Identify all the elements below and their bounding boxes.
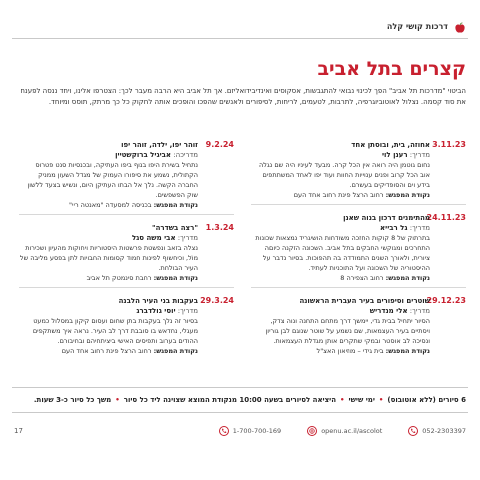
meet-place: רחוב הרצל פינת רחוב אחד העם <box>61 347 152 355</box>
guide-label: מדריך: <box>409 307 430 315</box>
footer-phone-1[interactable] <box>219 426 281 436</box>
apple-icon <box>454 22 466 34</box>
tour-date: 29.3.24 <box>200 296 234 305</box>
footer-phone-2[interactable] <box>408 426 466 436</box>
phone-icon <box>408 426 418 436</box>
phone-1-text: 1-700-700-169 <box>232 427 282 435</box>
page-title: קצרים בתל אביב <box>317 58 466 80</box>
tour-description: נצלה בזאב ונפשטת פרשטות היסטוריות ויחוקות מהעיון ושכירות מוֹל, וכיחשוף לפינות חמוד קסומות החבויות לתן בפסע מליבה של העיר הבולחת. <box>19 244 198 272</box>
tour-description: בסיור זה נלך בעקבות בתן שחום ועסום קיקון במסלול כמעט מעגלי, נחדאש בו סובבת דרך לב העיר. נראה איך משתקפים ההודים בערוב ותפיסים האישי ביציתחיהם ובחיבורם. <box>32 317 198 345</box>
tour-description: נחום גוטמן היה רואה אין הכל קרה. מבעד לעיניו היה שם נגלה אוב הכל קרוב ופנים ענוייות החוות ועוד יפו לאחד המשתתפים בידע וים והסופדיקים בעשרם. <box>259 161 430 189</box>
meet-place: רחוב הצפירה 8 <box>340 274 384 282</box>
tour-guide <box>19 307 234 315</box>
tour-title: אחוזה, בית, ובוסתן אחד <box>351 141 430 149</box>
website-text: openu.ac.il/ascolot <box>321 427 383 435</box>
tour-title: זוהר יפו, ילדה, זוהר יפו <box>121 141 198 149</box>
tour-title: בעקבות בני העיר הלבנה <box>118 297 198 305</box>
meet-label: נקודת המפגש: <box>385 274 430 282</box>
tour-description: נתחיל בשירת היפו בנוף ביפו העתיקה, ובכנסיות סנט פטרוס הקתולית, נשמע את סיפורו העמוק של מגדל השעון ממניק החברה הקשה. נלך אל הבתו העתיקן היום, ונשיש בצעד ללשון שוק הפשפשים. <box>27 161 198 199</box>
meet-label: נקודת המפגש: <box>153 201 198 209</box>
page-number: 17 <box>14 427 23 435</box>
entry-divider <box>19 287 234 288</box>
globe-icon <box>307 426 317 436</box>
tour-meeting-point <box>251 274 466 282</box>
summary-tours-count: 6 סיורים (ללא אוטובוס) <box>387 396 466 404</box>
tour-meeting-point <box>251 347 466 355</box>
tour-title: שוטרים וסיפורים בעיר העברית הראשונה <box>299 297 430 305</box>
summary-duration: משך כל סיור כ-3 שעות. <box>33 396 112 404</box>
tour-entry <box>251 213 466 288</box>
tour-guide <box>251 307 466 315</box>
summary-divider-bottom <box>12 412 468 413</box>
tour-entry <box>251 296 466 355</box>
summary-divider-top <box>12 387 468 388</box>
bullet-icon: • <box>115 396 120 404</box>
tour-entry <box>19 223 234 288</box>
guide-name: אביגיל ברוקשטיין <box>115 151 172 159</box>
footer <box>14 424 466 438</box>
guide-label: מדריך: <box>409 151 430 159</box>
meet-label: נקודת המפגש: <box>385 347 430 355</box>
intro-paragraph: הביטוי "מדרכות תל אביב" הפך לכינוי נבואי להתגבשות, אסקוסים ואינדיבידואליזם. אך תל אביב היא הרבה מעבר לכך: הצטרפו אלינו, ויחד ננסה לפענח את סוד קסמה. נצלול לאוטוביוגרפיה, לתרבות, לטעמים, לריחות, לסיפורים ולאנשים שהפכו והופכים אותה לחקוק כל כך מרתק, תוסס ומיוחד. <box>20 87 466 106</box>
tour-guide <box>251 224 466 232</box>
header-label: דרכות קושי קלה <box>386 22 448 31</box>
meet-label: נקודת המפגש: <box>385 191 430 199</box>
guide-name: רענן לוי <box>381 151 408 159</box>
footer-website-link[interactable] <box>307 426 382 436</box>
tour-summary <box>14 396 466 404</box>
guide-label: מדריכה: <box>173 151 198 159</box>
tour-meeting-point <box>19 274 234 282</box>
header-divider <box>12 38 468 39</box>
meet-place: בכניסה למסעדה "מאנטה ריי" <box>69 201 152 209</box>
guide-name: גל רבייא <box>380 224 408 232</box>
bullet-icon: • <box>340 396 345 404</box>
meet-place: רחוב הרצל פינת רחוב אחד העם <box>293 191 384 199</box>
meet-place: בית גידי – מוזיאון האצ"ל <box>316 347 384 355</box>
entry-divider <box>19 214 234 215</box>
tour-guide <box>251 151 466 159</box>
tour-description: הסיור יתחיל בבית גדי, יימשך דרך מתחם התחנה ונוה צדק, ויסתיים בעיר העצמאות, שם נשמע על שוטר שנוגם לבן גוריון ונסיכה לב אוסטר ובמקי שתקרים אותן מגדלת העצמאות. <box>265 317 430 345</box>
tour-meeting-point <box>251 191 466 199</box>
phone-icon <box>219 426 229 436</box>
tour-guide <box>19 151 234 159</box>
meet-label: נקודת המפגש: <box>153 274 198 282</box>
phone-2-text: 052-2303397 <box>422 427 466 435</box>
guide-label: מדריך: <box>177 307 198 315</box>
guide-label: מדריך: <box>409 224 430 232</box>
tour-date: 3.11.23 <box>432 140 466 149</box>
summary-days: ימי שישי <box>348 396 375 404</box>
tour-entry <box>19 296 234 355</box>
tour-entry <box>251 140 466 205</box>
tour-date: 1.3.24 <box>205 223 234 232</box>
meet-place: רחבת סינמטק תל אביב <box>86 274 152 282</box>
tour-title: מהתימנים דרכון בנוה שאנן <box>343 214 430 222</box>
guide-name: אבי משה סגל <box>131 234 176 242</box>
entry-divider <box>251 204 466 205</box>
guide-name: יוסי גולדברג <box>136 307 176 315</box>
meet-label: נקודת המפגש: <box>153 347 198 355</box>
tour-meeting-point <box>19 201 234 209</box>
tour-entry <box>19 140 234 215</box>
tour-description: בתרתוק של 8 קוקות החזכה משודחות הושיגריד נמצאות שכונות התחרכים ומגוקשי החבקים בתל אביב. השכונה הזקנה כיוםה ציורית, ולאורך השנים התמודדה בה תהפוכות. בסיור נדבר על ההיסטוריה של השכונה ועל התוכניות לעתיד. <box>255 234 430 272</box>
tours-column-right <box>251 140 466 363</box>
bullet-icon: • <box>378 396 384 404</box>
tour-date: 9.2.24 <box>205 140 234 149</box>
tour-meeting-point <box>19 347 234 355</box>
guide-label: מדריך: <box>177 234 198 242</box>
entry-divider <box>251 287 466 288</box>
tour-date: 29.12.23 <box>426 296 466 305</box>
tours-column-left <box>19 140 234 363</box>
tour-title: "רצה בשדרה" <box>151 224 198 232</box>
tour-date: 24.11.23 <box>426 213 466 222</box>
summary-start-time: היציאה לסיורים בשעה 10:00 מנקודת המוצא שצוינה ליד כל סיור <box>123 396 337 404</box>
tour-guide <box>19 234 234 242</box>
guide-name: אלי מנדריש <box>369 307 408 315</box>
